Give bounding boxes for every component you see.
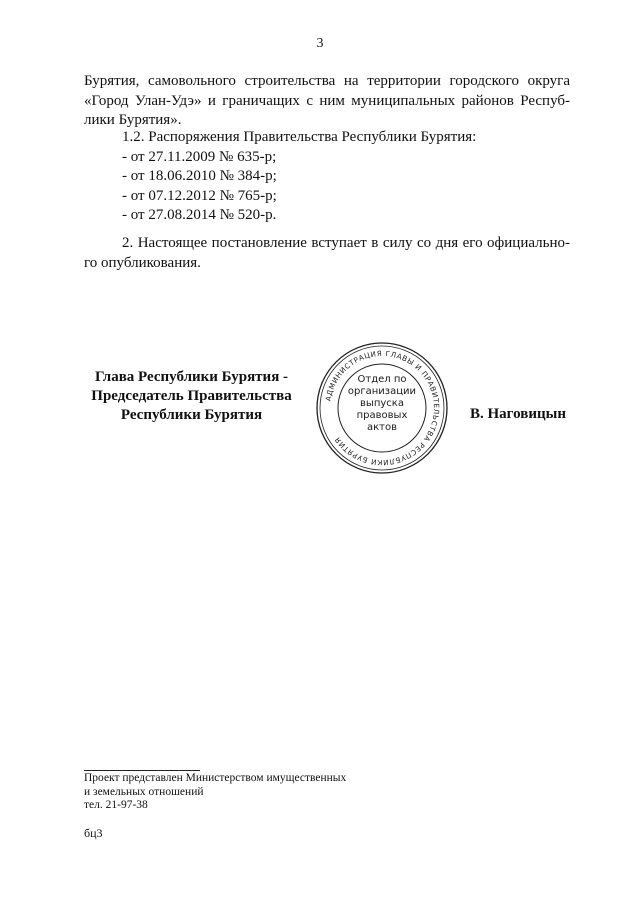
stamp-line: Отдел по [357,374,407,385]
footnote-line: Проект представлен Министерством имущественных [84,772,347,784]
stamp-line: выпуска [360,398,404,409]
stamp-ring-text: АДМИНИСТРАЦИЯ ГЛАВЫ И ПРАВИТЕЛЬСТВА РЕСПУБЛИКИ БУРЯТИЯ [323,348,442,468]
list-item: - от 18.06.2010 № 384-р; [122,168,277,184]
official-stamp [314,340,450,476]
section-1-2 [84,128,570,226]
stamp-center-text [314,374,450,434]
text-line: «Город Улан-Удэ» и граничащих с ним муниципальных районов Респуб- [84,92,570,109]
signature-title-line: Республики Бурятия [120,407,263,423]
text-line: Бурятия, самовольного строительства на территории городского округа [84,73,570,89]
page-number: 3 [316,36,324,51]
stamp-line: правовых [356,410,408,421]
footnote-line: тел. 21-97-38 [84,799,148,811]
list-item: - от 07.12.2012 № 765-р; [122,187,277,204]
text-line: лики Бурятия». [84,112,182,128]
signature-title-line: Председатель Правительства [91,388,292,404]
footnote [84,772,346,813]
section-heading: 1.2. Распоряжения Правительства Республики Бурятия: [122,129,477,145]
signature-title-line: Глава Республики Бурятия - [94,369,289,385]
list-item: - от 27.11.2009 № 635-р; [122,148,277,165]
registry-code: бц3 [84,826,103,840]
section-2 [84,234,570,273]
list-item: - от 27.08.2014 № 520-р. [122,207,277,223]
footnote-divider [84,770,200,771]
signatory-name: В. Наговицын [470,406,566,422]
text-line: 2. Настоящее постановление вступает в силу со дня его официально- [122,235,570,251]
stamp-line: актов [366,422,397,433]
text-line: го опубликования. [84,254,201,271]
paragraph-continuation [84,72,570,131]
footnote-line: и земельных отношений [84,785,204,798]
stamp-line: организации [347,386,417,397]
signature-title [84,368,299,425]
